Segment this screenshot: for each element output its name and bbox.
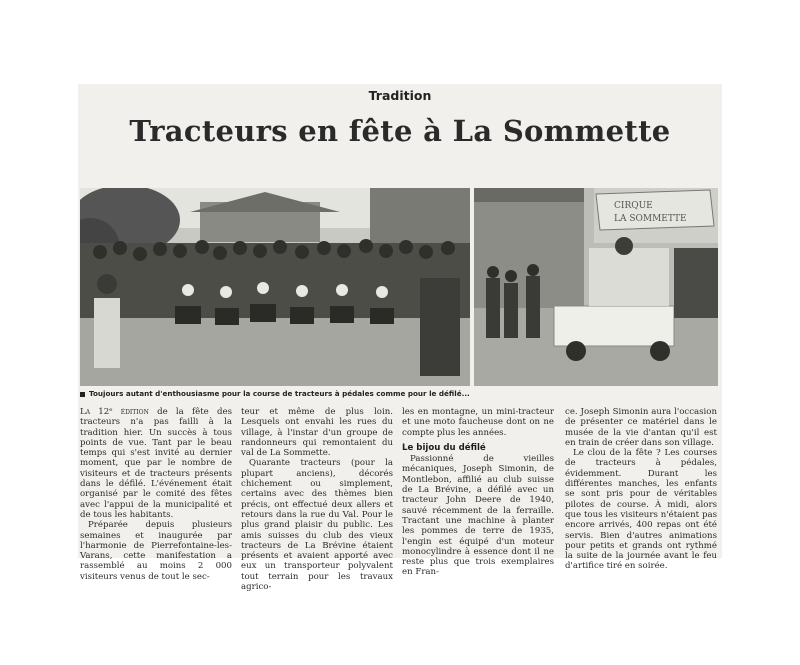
bullet-square-icon: [80, 392, 85, 397]
paragraph: teur et même de plus loin. Lesquels ont envahi les rues du village, à l'instar d'un groupe de randonneurs qui remontaient du val de La Sommette.: [241, 407, 393, 459]
paragraph: Quarante tracteurs (pour la plupart anciens), décorés chichement ou simplement, certains avec des thèmes bien précis, ont effectué deux allers et retours dans la rue du Val. Pour le plus grand plaisir du public. Les amis suisses du club des vieux tracteurs de La Brévine étaient présents et avaient apporté avec eux un transporteur polyvalent tout terrain pour les travaux agrico-: [241, 458, 393, 593]
paragraph: Préparée depuis plusieurs semaines et inaugurée par l'harmonie de Pierrefontaine-les-Varans, cette manifestation a rassemblé au moins 2 000 visiteurs venus de tout le sec-: [80, 520, 232, 582]
paragraph: ce. Joseph Simonin aura l'occasion de présenter ce matériel dans le musée de la vie d'antan qu'il est en train de créer dans son village.: [565, 407, 717, 448]
section-rubric: Tradition: [368, 88, 432, 103]
lead-in: La 12ᵉ édition: [80, 407, 149, 417]
paragraph: La 12ᵉ édition de la fête des tracteurs n'a pas failli à la tradition hier. Un succès à tous points de vue. Tant par le beau temps qui s'est invité au dernier moment, que par le nombre de visiteurs et de tracteurs présents dans le défilé. L'événement était organisé par le comité des fêtes avec l'appui de la municipalité et de tous les habitants.: [80, 407, 232, 520]
photo-caption: [80, 389, 700, 398]
subheading: Le bijou du défilé: [402, 442, 486, 453]
photo-pedal-tractor-race: [80, 188, 470, 386]
column-3: [402, 407, 554, 578]
paragraph: les en montagne, un mini-tracteur et une moto faucheuse dont on ne compte plus les années.: [402, 407, 554, 438]
headline: Tracteurs en fête à La Sommette: [129, 114, 671, 148]
svg-text:CIRQUE: CIRQUE: [614, 201, 653, 211]
paragraph: Le clou de la fête ? Les courses de tracteurs à pédales, évidemment. Durant les différentes manches, les enfants se sont pris pour de véritables pilotes de course. À midi, alors que tous les visiteurs n'étaient pas encore arrivés, 400 repas ont été servis. Bien d'autres animations pour petits et grands ont rythmé la suite de la journée avant le feu d'artifice tiré en soirée.: [565, 448, 717, 572]
svg-text:LA SOMMETTE: LA SOMMETTE: [614, 214, 687, 224]
column-1: [80, 407, 232, 582]
paragraph: Passionné de vieilles mécaniques, Joseph Simonin, de Montlebon, affilié au club suisse de La Brévine, a défilé avec un tracteur John Deere de 1940, sauvé récemment de la ferraille. Tractant une machine à planter les pommes de terre de 1935, l'engin est équipé d'un moteur monocylindre à essence dont il ne reste plus que trois exemplaires en Fran-: [402, 454, 554, 578]
article-body: [80, 407, 720, 593]
column-4: [565, 407, 717, 572]
caption-text: Toujours autant d'enthousiasme pour la course de tracteurs à pédales comme pour le défilé...: [89, 389, 470, 398]
newspaper-clipping: [78, 84, 722, 593]
column-2: [241, 407, 393, 592]
photo-parade-float: [474, 188, 718, 386]
